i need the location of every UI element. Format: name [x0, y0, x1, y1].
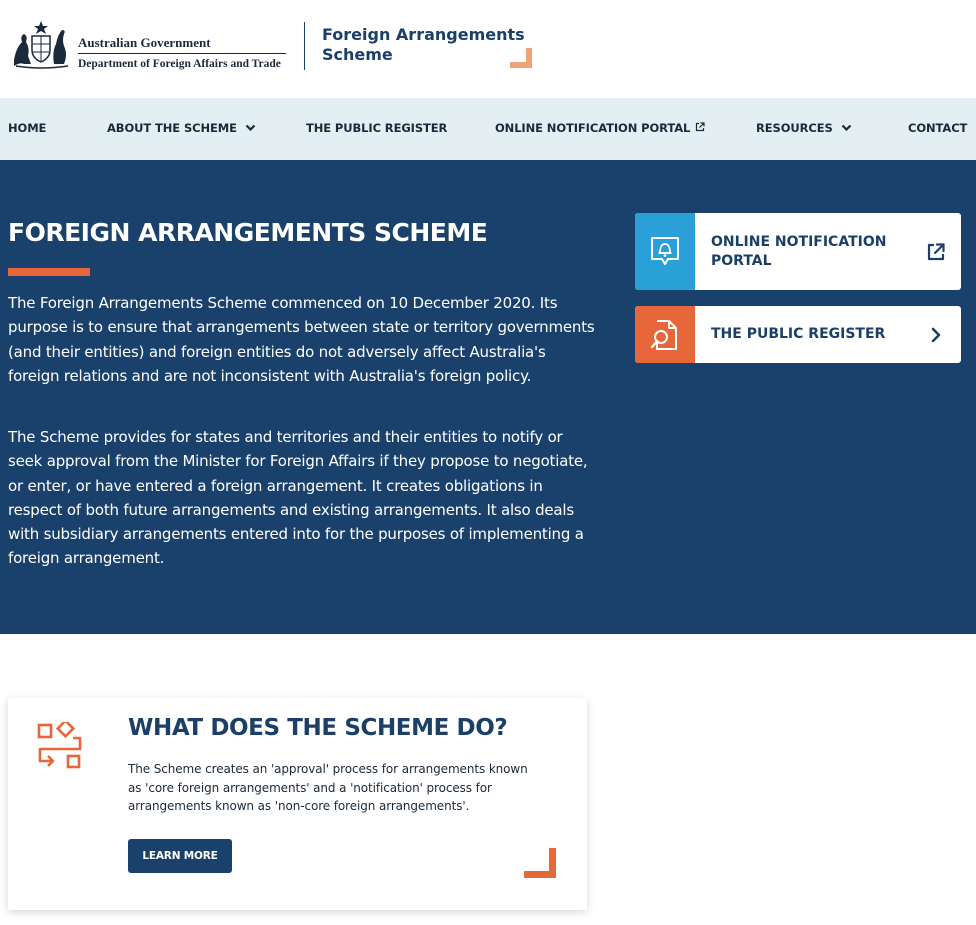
nav-item-contact[interactable]: [908, 121, 967, 135]
chevron-down-icon: [245, 121, 256, 135]
header-divider: [304, 22, 305, 70]
nav-item-online-notification-portal[interactable]: [495, 121, 705, 135]
what-does-the-scheme-do-card: [8, 698, 587, 910]
chevron-right-icon: [911, 306, 961, 363]
hero-section: [0, 160, 976, 634]
card-label: THE PUBLIC REGISTER: [711, 326, 886, 342]
external-link-icon: [695, 121, 705, 135]
government-name: Australian Government: [78, 35, 211, 50]
site-title[interactable]: [322, 25, 532, 65]
notification-bell-icon: [635, 213, 695, 290]
document-search-icon: [635, 306, 695, 363]
process-flow-icon: [36, 722, 84, 774]
card-label: ONLINE NOTIFICATION PORTAL: [711, 233, 887, 269]
public-register-card[interactable]: [635, 306, 961, 363]
scheme-paragraph: The Scheme provides for states and territories and their entities to notify or seek approval from the Minister for Foreign Affairs if they propose to negotiate, or enter, or have entered a foreign arrangement. It creates obligations in respect of both future arrangements and existing arrangements. It also deals with subsidiary arrangements entered into for the purposes of implementing a foreign arrangement.: [8, 428, 588, 568]
nav-item-label: THE PUBLIC REGISTER: [306, 121, 448, 135]
department-name: Department of Foreign Affairs and Trade: [78, 58, 281, 70]
nav-item-label: ONLINE NOTIFICATION PORTAL: [495, 121, 691, 135]
learn-more-button[interactable]: LEARN MORE: [128, 839, 232, 873]
nav-item-label: RESOURCES: [756, 121, 833, 135]
nav-item-label: HOME: [8, 121, 47, 135]
external-link-icon: [911, 213, 961, 290]
main-nav: [0, 98, 976, 160]
site-title-line2: Scheme: [322, 45, 393, 64]
card-description: The Scheme creates an 'approval' process for arrangements known as 'core foreign arrangements' and a 'notification' process for arrangements known as 'non-core foreign arrangements'.: [128, 762, 528, 814]
chevron-down-icon: [841, 121, 852, 135]
site-header: [0, 0, 976, 98]
online-notification-portal-card[interactable]: [635, 213, 961, 290]
card-title: WHAT DOES THE SCHEME DO?: [128, 715, 508, 741]
nav-item-label: ABOUT THE SCHEME: [107, 121, 237, 135]
corner-accent: [510, 48, 532, 68]
nav-item-resources[interactable]: [756, 121, 852, 135]
nav-item-label: CONTACT: [908, 121, 968, 135]
nav-item-home[interactable]: [8, 121, 46, 135]
title-underline: [8, 268, 90, 276]
nav-item-about-the-scheme[interactable]: [107, 121, 256, 135]
page-title: FOREIGN ARRANGEMENTS SCHEME: [8, 218, 488, 247]
coat-of-arms-logo[interactable]: [8, 20, 74, 70]
corner-accent: [524, 848, 556, 878]
wordmark-divider: [78, 53, 286, 54]
site-title-line1: Foreign Arrangements: [322, 25, 525, 44]
intro-paragraph: The Foreign Arrangements Scheme commenced on 10 December 2020. Its purpose is to ensure that arrangements between state or territory governments (and their entities) and foreign entities do not adversely affect Australia's foreign relations and are not inconsistent with Australia's foreign policy.: [8, 294, 595, 385]
government-wordmark[interactable]: [78, 35, 288, 71]
nav-item-public-register[interactable]: [306, 121, 447, 135]
